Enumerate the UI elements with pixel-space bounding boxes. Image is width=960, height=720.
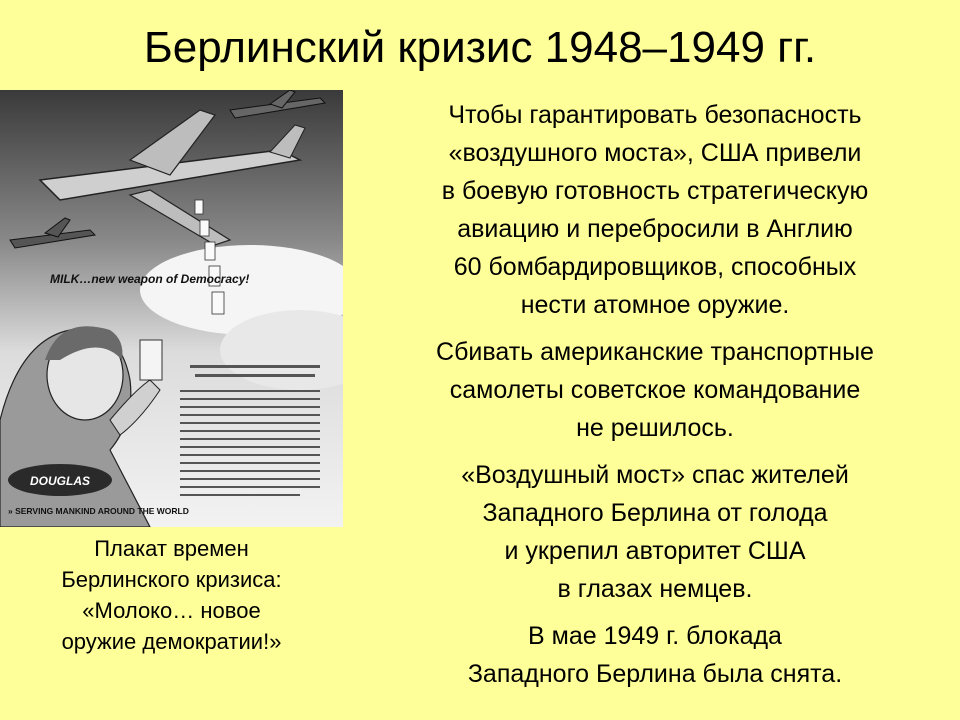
poster-image	[0, 90, 343, 527]
paragraph-blockade-lifted	[350, 617, 960, 693]
text-line: 60 бомбардировщиков, способных	[453, 253, 857, 281]
paragraph-soviet-decision	[350, 333, 960, 447]
douglas-logo	[8, 464, 112, 496]
text-line: в глазах немцев.	[557, 575, 753, 603]
douglas-brand: DOUGLAS	[30, 474, 90, 488]
text-line: Чтобы гарантировать безопасность	[448, 101, 862, 129]
text-line: Сбивать американские транспортные	[436, 338, 874, 366]
poster-caption	[0, 533, 343, 657]
milk-glass	[140, 340, 162, 380]
caption-line: Плакат времен	[94, 536, 249, 561]
text-line: авиацию и перебросили в Англию	[457, 215, 853, 243]
text-line: В мае 1949 г. блокада	[528, 622, 782, 650]
text-line: самолеты советское командование	[449, 376, 861, 404]
poster-illustration	[0, 90, 343, 527]
poster-slogan: » SERVING MANKIND AROUND THE WORLD	[8, 506, 189, 516]
caption-line: оружие демократии!»	[61, 629, 282, 654]
text-line: «Воздушный мост» спас жителей	[461, 461, 849, 489]
slide-title: Берлинский кризис 1948–1949 гг.	[143, 23, 817, 72]
caption-line: «Молоко… новое	[82, 598, 261, 623]
text-line: «воздушного моста», США привели	[448, 139, 862, 167]
text-line: Западного Берлина от голода	[482, 499, 828, 527]
text-line: не решилось.	[576, 414, 734, 442]
text-line: нести атомное оружие.	[520, 291, 790, 319]
paragraph-air-bridge-security	[350, 96, 960, 324]
slide-body	[350, 96, 960, 702]
text-line: Западного Берлина была снята.	[467, 660, 843, 688]
caption-line: Берлинского кризиса:	[61, 567, 282, 592]
paragraph-air-bridge-result	[350, 456, 960, 608]
text-line: в боевую готовность стратегическую	[441, 177, 869, 205]
poster-headline: MILK…new weapon of Democracy!	[50, 272, 250, 286]
text-line: и укрепил авторитет США	[504, 537, 806, 565]
